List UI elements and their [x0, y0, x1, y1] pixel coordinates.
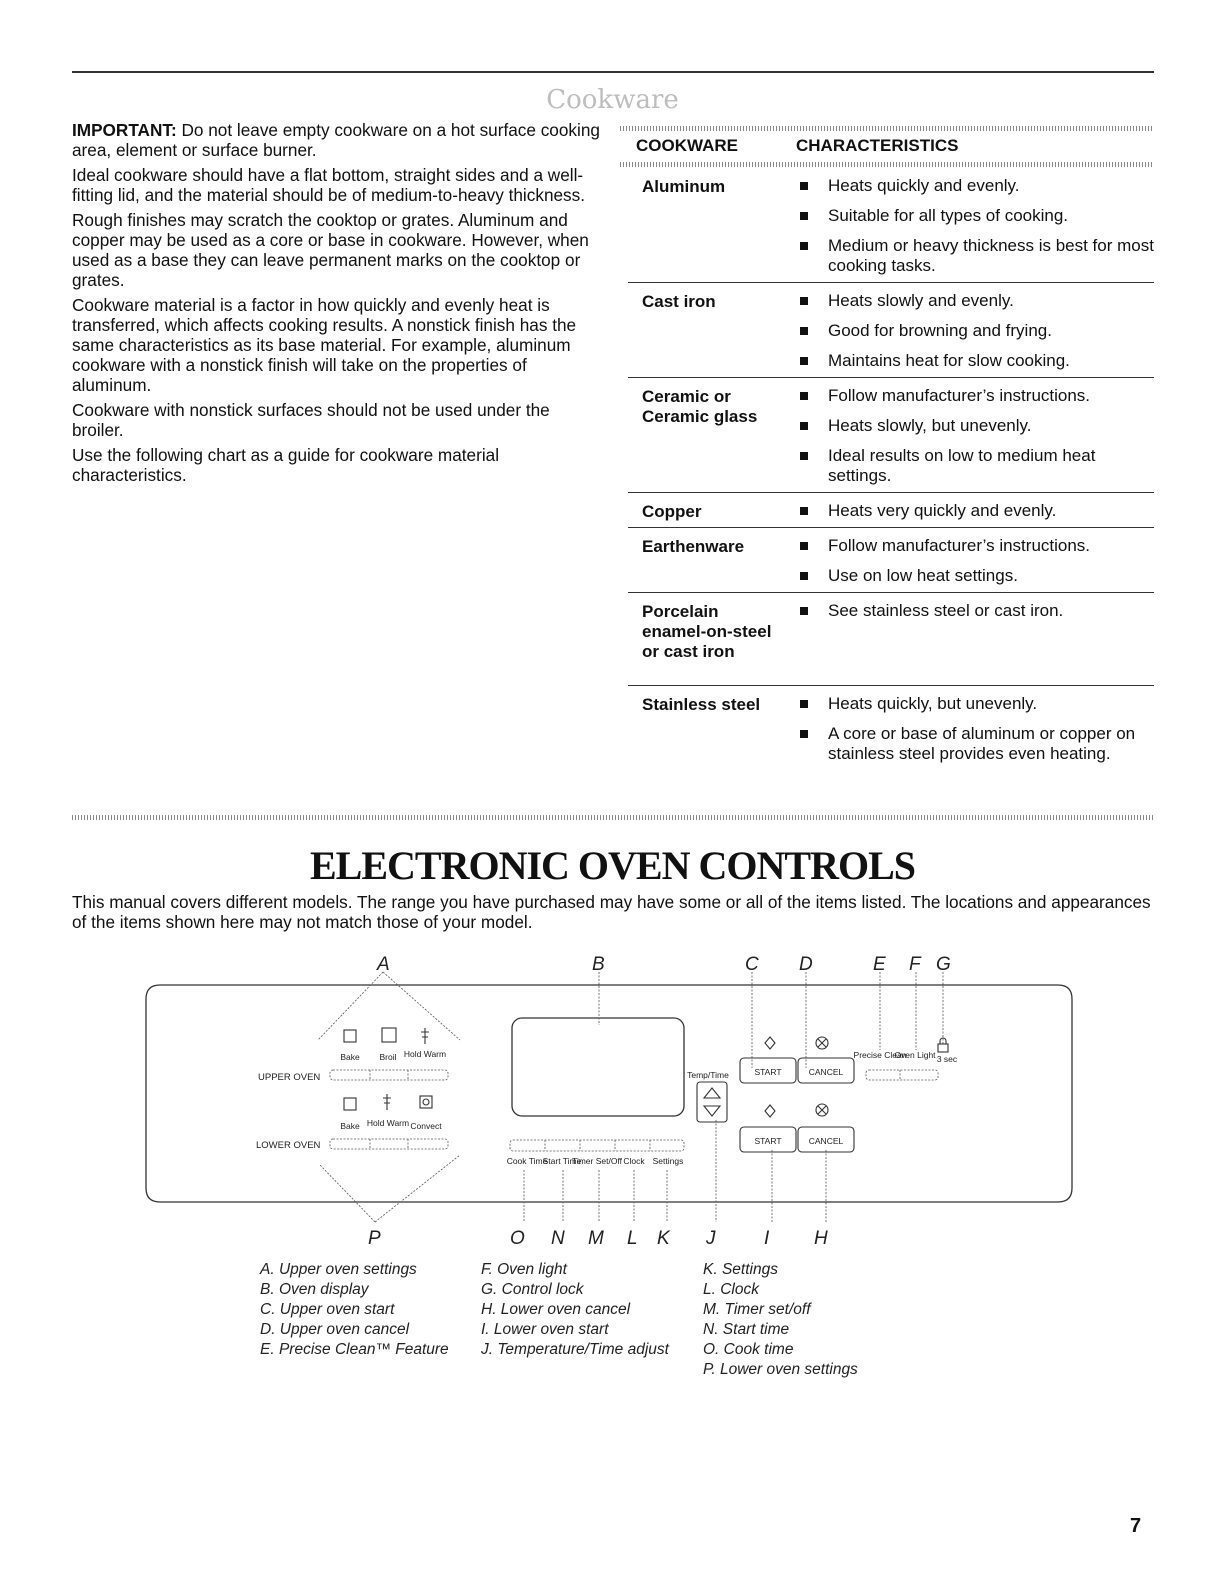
svg-text:Settings: Settings	[652, 1156, 684, 1166]
broil-icon-upper	[382, 1028, 396, 1042]
characteristic-item: Follow manufacturer’s instructions.	[808, 386, 1154, 406]
letter-h: H	[814, 1228, 828, 1249]
svg-text:LOWER OVEN: LOWER OVEN	[256, 1140, 321, 1151]
letter-a: A	[377, 954, 390, 975]
svg-text:Cook Time: Cook Time	[506, 1156, 548, 1166]
convect-icon	[420, 1096, 432, 1108]
letter-o: O	[510, 1228, 525, 1249]
lock-icon	[938, 1044, 948, 1052]
letter-k: K	[657, 1228, 670, 1249]
svg-text:Hold Warm: Hold Warm	[403, 1049, 447, 1059]
page-number: 7	[1130, 1515, 1142, 1537]
characteristic-item: A core or base of aluminum or copper on stainless steel provides even heating.	[808, 724, 1154, 764]
svg-text:CANCEL: CANCEL	[808, 1136, 844, 1146]
letter-d: D	[799, 954, 813, 975]
upper-start-icon	[765, 1037, 775, 1049]
characteristic-item: Maintains heat for slow cooking.	[808, 351, 1154, 371]
hold-warm-icon-lower	[383, 1094, 391, 1110]
cookware-name: Copper	[642, 502, 702, 521]
characteristic-item: Use on low heat settings.	[808, 566, 1154, 586]
letter-i: I	[764, 1228, 770, 1249]
letter-e: E	[873, 954, 886, 975]
para-nonstick: Cookware with nonstick surfaces should not be used under the broiler.	[72, 400, 550, 440]
cookware-name: Porcelain enamel-on-steel or cast iron	[642, 602, 772, 661]
bake-icon-upper	[344, 1030, 356, 1042]
para-rough: Rough finishes may scratch the cooktop or grates. Aluminum and copper may be used as a core or base in cookware. However, when used as a base they can leave permanent marks on the cooktop or grates.	[72, 210, 589, 290]
hold-warm-icon-upper	[421, 1028, 429, 1044]
para-material: Cookware material is a factor in how quickly and evenly heat is transferred, which affects cooking results. A nonstick finish has the same characteristics as its base material. For example, aluminum cookware with a nonstick finish will take on the properties of aluminum.	[72, 295, 577, 395]
letter-g: G	[936, 954, 951, 975]
lower-start-icon	[765, 1105, 775, 1117]
cookware-name: Aluminum	[642, 177, 726, 196]
svg-text:START: START	[754, 1136, 782, 1146]
svg-text:Convect: Convect	[410, 1121, 442, 1131]
temp-down-icon	[704, 1106, 720, 1116]
characteristic-item: Follow manufacturer’s instructions.	[808, 536, 1154, 556]
characteristic-item: Medium or heavy thickness is best for most cooking tasks.	[808, 236, 1154, 276]
characteristic-item: Heats slowly, but unevenly.	[808, 416, 1154, 436]
para-important: IMPORTANT: Do not leave empty cookware on a hot surface cooking area, element or surface burner.	[72, 120, 600, 160]
svg-text:Clock: Clock	[623, 1156, 645, 1166]
characteristic-item: Heats quickly, but unevenly.	[808, 694, 1154, 714]
svg-text:Timer Set/Off: Timer Set/Off	[571, 1156, 623, 1166]
temp-up-icon	[704, 1088, 720, 1098]
svg-text:Bake: Bake	[340, 1121, 360, 1131]
svg-text:Hold Warm: Hold Warm	[366, 1118, 410, 1128]
letter-n: N	[551, 1228, 565, 1249]
legend-col-1: A. Upper oven settings B. Oven display C. Upper oven start D. Upper oven cancel E. Precise Clean™ Feature	[260, 1261, 449, 1358]
cookware-name: Ceramic or Ceramic glass	[642, 387, 758, 426]
svg-text:UPPER OVEN: UPPER OVEN	[258, 1072, 321, 1083]
characteristic-item: Heats very quickly and evenly.	[808, 501, 1154, 521]
cookware-name: Stainless steel	[642, 695, 761, 714]
letter-f: F	[909, 954, 921, 975]
characteristic-item: Ideal results on low to medium heat settings.	[808, 446, 1154, 486]
display-outline	[512, 1018, 684, 1116]
para-guide: Use the following chart as a guide for cookware material characteristics.	[72, 445, 500, 485]
letter-m: M	[588, 1228, 604, 1249]
svg-text:CANCEL: CANCEL	[808, 1067, 844, 1077]
cookware-title: Cookware	[546, 85, 679, 115]
bake-icon-lower	[344, 1098, 356, 1110]
characteristic-item: Heats quickly and evenly.	[808, 176, 1154, 196]
electronic-title: ELECTRONIC OVEN CONTROLS	[309, 843, 915, 888]
cookware-name: Cast iron	[642, 292, 716, 311]
svg-text:Precise Clean: Precise Clean	[853, 1050, 907, 1060]
letter-c: C	[745, 954, 759, 975]
electronic-intro: This manual covers different models. The range you have purchased may have some or all of the items listed. The locations and appearances of the items shown here may not match those of your model.	[72, 892, 1151, 932]
legend-col-3: K. Settings L. Clock M. Timer set/off N. Start time O. Cook time P. Lower oven settings	[703, 1261, 858, 1378]
svg-text:START: START	[754, 1067, 782, 1077]
characteristic-item: Heats slowly and evenly.	[808, 291, 1154, 311]
letter-b: B	[592, 954, 605, 975]
letter-p: P	[368, 1228, 381, 1249]
characteristic-item: Suitable for all types of cooking.	[808, 206, 1154, 226]
para-ideal: Ideal cookware should have a flat bottom, straight sides and a well-fitting lid, and the material should be of medium-to-heavy thickness.	[72, 165, 586, 205]
letter-j: J	[706, 1228, 716, 1249]
svg-text:Temp/Time: Temp/Time	[687, 1070, 729, 1080]
cookware-name: Earthenware	[642, 537, 745, 556]
svg-text:Bake: Bake	[340, 1052, 360, 1062]
svg-text:3 sec: 3 sec	[936, 1054, 958, 1064]
characteristic-item: Good for browning and frying.	[808, 321, 1154, 341]
legend-col-2: F. Oven light G. Control lock H. Lower oven cancel I. Lower oven start J. Temperature/Time adjust	[481, 1261, 669, 1358]
header-characteristics: CHARACTERISTICS	[796, 136, 959, 155]
letter-l: L	[627, 1228, 638, 1249]
svg-text:Broil: Broil	[379, 1052, 397, 1062]
svg-text:Start Time: Start Time	[542, 1156, 582, 1166]
header-cookware: COOKWARE	[636, 136, 738, 155]
svg-text:Oven Light: Oven Light	[894, 1050, 936, 1060]
characteristic-item: See stainless steel or cast iron.	[808, 601, 1154, 621]
